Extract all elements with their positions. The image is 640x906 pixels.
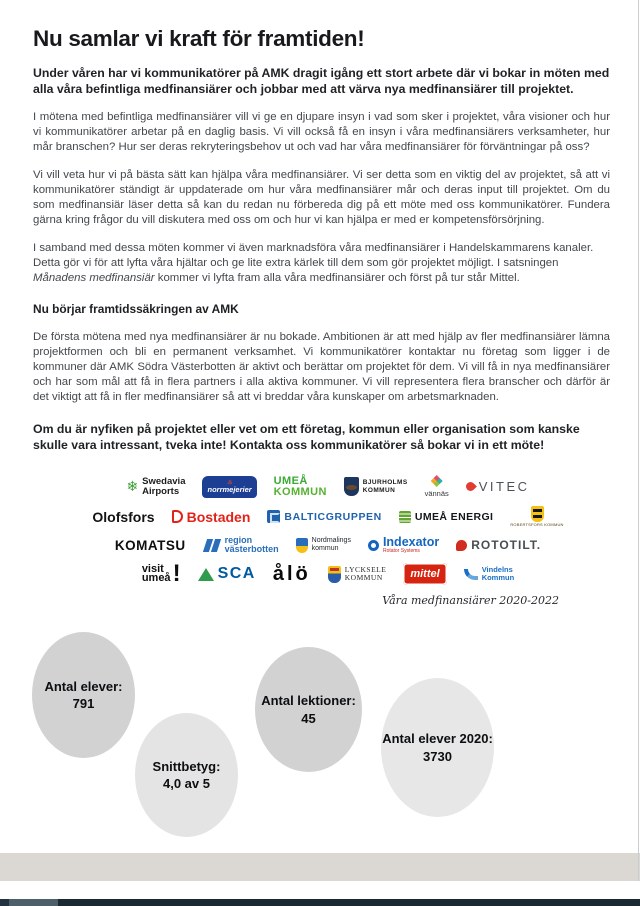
scrollbar-left-cap bbox=[0, 899, 9, 906]
stats-section bbox=[0, 630, 640, 845]
rototilt-mark-icon bbox=[456, 540, 467, 551]
stat-label: Antal elever 2020: bbox=[382, 731, 493, 746]
logo-lycksele-kommun bbox=[328, 566, 387, 583]
subheading-future: Nu börjar framtidssäkringen av AMK bbox=[33, 302, 239, 316]
logo-text: Vindelns bbox=[481, 565, 513, 574]
logo-text: mittel bbox=[403, 563, 446, 585]
municipal-crest-icon bbox=[328, 566, 341, 583]
logo-text: UMEÅ bbox=[273, 474, 308, 487]
logo-umea-kommun bbox=[274, 476, 327, 498]
paragraph-marketing-text: kommer vi lyfta fram alla våra medfinansiärer och först på tur står Mittel. bbox=[154, 272, 520, 284]
stat-value: 4,0 av 5 bbox=[163, 776, 210, 791]
logo-text: KOMMUN bbox=[344, 573, 383, 582]
logo-text: ROBERTSFORS KOMMUN bbox=[510, 522, 564, 527]
paragraph-marketing bbox=[33, 241, 610, 286]
pinwheel-icon bbox=[431, 475, 443, 487]
logo-text: VITEC bbox=[478, 479, 530, 494]
logo-norrmejerier bbox=[202, 476, 256, 498]
crown-icon bbox=[202, 477, 256, 486]
municipal-crest-icon bbox=[296, 538, 308, 553]
funders-logo-wall bbox=[93, 475, 563, 607]
paragraph-marketing-text: I samband med dessa möten kommer vi även marknadsföra våra medfinansiärer i Handelskammarens kanaler. Detta gör vi för att lyfta våra hjältar och ge lite extra kärlek till dem som gör projektet möjligt. I satsningen bbox=[33, 242, 594, 269]
stat-label: Antal elever: bbox=[44, 678, 123, 694]
scrollbar-thumb[interactable] bbox=[9, 899, 58, 906]
logo-umea-energi bbox=[399, 511, 494, 523]
stat-circle-antal-lektioner bbox=[255, 647, 362, 772]
municipal-crest-icon bbox=[344, 477, 359, 496]
logo-text: västerbotten bbox=[224, 544, 279, 554]
stat-value: 45 bbox=[301, 710, 316, 726]
rotator-ring-icon bbox=[368, 540, 379, 551]
logo-mittel bbox=[403, 563, 446, 585]
cta-paragraph: Om du är nyfiken på projektet eller vet om ett företag, kommun eller organisation som kanske skulle vara intressant, tveka inte! Kontakta oss kommunikatörer så bokar vi in ett möte! bbox=[33, 422, 580, 452]
logo-text: UMEÅ ENERGI bbox=[414, 510, 494, 523]
stat-circle-antal-elever-2020 bbox=[381, 678, 494, 817]
vitec-mark-icon bbox=[464, 480, 477, 493]
stat-value: 791 bbox=[72, 696, 95, 711]
logo-text: KOMMUN bbox=[362, 486, 396, 494]
logo-text: KOMATSU bbox=[114, 537, 186, 553]
logo-rototilt bbox=[456, 538, 541, 552]
logo-vitec bbox=[466, 479, 530, 494]
logo-vindelns-kommun bbox=[464, 566, 515, 582]
logo-subtext: Rotator Systems bbox=[382, 547, 420, 554]
logo-text: ROTOTILT. bbox=[471, 538, 542, 552]
logo-text: ålö bbox=[272, 562, 311, 585]
logo-text: Airports bbox=[142, 485, 180, 497]
logo-olofsfors bbox=[92, 509, 154, 525]
logo-text: LYCKSELE bbox=[344, 564, 387, 574]
region-vasterbotten-mark-icon bbox=[203, 539, 221, 552]
logo-text: Swedavia bbox=[142, 475, 186, 487]
logo-text: Kommun bbox=[481, 573, 515, 582]
sca-triangle-icon bbox=[198, 568, 214, 581]
energy-bars-icon bbox=[399, 511, 411, 523]
stat-value: 3730 bbox=[423, 748, 452, 764]
stat-label: Antal lektioner: bbox=[261, 693, 356, 708]
logo-text: vännäs bbox=[424, 489, 449, 498]
stat-label: Snittbetyg: bbox=[152, 758, 221, 774]
horizontal-scrollbar[interactable] bbox=[0, 899, 640, 906]
norrmejerier-badge bbox=[202, 476, 256, 498]
logo-region-vasterbotten bbox=[203, 536, 279, 555]
logo-text: umeå bbox=[141, 572, 171, 584]
intro-paragraph: Under våren har vi kommunikatörer på AMK dragit igång ett stort arbete där vi bokar in möten med alla våra befintliga medfinansiärer och jobbar med att värva nya medfinansiärer till projektet. bbox=[33, 66, 610, 96]
page-right-border bbox=[638, 0, 639, 881]
paragraph-new-funders: De första mötena med nya medfinansiärer är nu bokade. Ambitionen är att med hjälp av fler medfinansiärer lämna projektformen och bli en permanent verksamhet. Vi kommunikatörer kontaktar nu företag som ligger i de kommuner där AMK Södra Västerbotten är aktivt och berättar om projektet för dem. Vi vill få in nya medfinansiärer och har som mål att få in flera partners i alla aktiva kommuner. Vi vill representera flera branscher och därför är det viktigt att få in fler medfinansiärer så att vi breddar våra kunskaper om arbetsmarknaden. bbox=[33, 331, 610, 403]
logo-text: norrmejerier bbox=[207, 484, 252, 494]
logo-text: Bostaden bbox=[186, 508, 251, 525]
logo-text: visit bbox=[141, 562, 164, 575]
fish-swoosh-icon bbox=[464, 569, 478, 580]
balticgruppen-mark-icon bbox=[267, 510, 280, 523]
logo-bostaden bbox=[172, 509, 251, 525]
logo-row-1 bbox=[93, 475, 563, 498]
logo-text: Indexator bbox=[382, 535, 440, 550]
logo-komatsu bbox=[115, 538, 186, 553]
logo-sca bbox=[198, 565, 256, 583]
logo-text: Olofsfors bbox=[92, 508, 155, 525]
logo-vannas bbox=[425, 475, 449, 498]
logo-bjurholms-kommun bbox=[344, 477, 408, 496]
logo-text: region bbox=[224, 534, 253, 545]
municipal-crest-icon bbox=[531, 506, 544, 522]
logo-text: kommun bbox=[311, 545, 339, 552]
logo-text: Nordmalings bbox=[311, 537, 351, 544]
logo-alo bbox=[273, 563, 311, 586]
footer-band bbox=[0, 853, 640, 881]
logo-row-2 bbox=[93, 506, 563, 528]
logo-balticgruppen bbox=[267, 510, 381, 523]
logo-row-3 bbox=[93, 536, 563, 555]
page-title: Nu samlar vi kraft för framtiden! bbox=[33, 26, 365, 51]
paragraph-support: Vi vill veta hur vi på bästa sätt kan hjälpa våra medfinansiärer. Vi ser detta som en viktig del av projektet, så att vi kommunikatörer ständigt är uppdaterade om hur våra medfinansiärer mår och deras input till projektet. Om du som medfinansiär läser detta så kan du redan nu förbereda dig på ett möte med oss kommunikatörer. Fundera gärna kring frågor du vill diskutera med oss om och hur vi kan hjälpa er med er kompetensförsörjning. bbox=[33, 169, 610, 226]
logo-row-4 bbox=[93, 560, 563, 587]
stat-circle-antal-elever bbox=[32, 632, 135, 758]
logo-text: BALTICGRUPPEN bbox=[284, 510, 382, 523]
exclamation-mark-icon: ! bbox=[172, 560, 181, 587]
bostaden-mark-icon bbox=[172, 510, 183, 523]
logo-swedavia-airports bbox=[126, 477, 185, 497]
logo-text: SCA bbox=[217, 565, 256, 582]
logo-nordmalings-kommun bbox=[296, 537, 351, 553]
logo-text: KOMMUN bbox=[273, 485, 327, 498]
logo-text: BJURHOLMS bbox=[362, 478, 408, 486]
logo-indexator bbox=[368, 536, 439, 554]
snowflake-icon bbox=[126, 478, 138, 496]
logo-robertsfors-kommun bbox=[510, 506, 563, 528]
campaign-name: Månadens medfinansiär bbox=[33, 272, 155, 284]
paragraph-meetings: I mötena med befintliga medfinansiärer vill vi ge en djupare insyn i vad som sker i projektet, våra visioner och hur vi kommunikatörer arbetar på en daglig basis. Vi vill också få en insyn i våra medfinansiärers verksamheter, hur mår branschen? Hur ser deras rekryteringsbehov ut och vad har våra medfinansiärer för förväntningar på oss? bbox=[33, 111, 610, 153]
logo-visit-umea bbox=[141, 560, 181, 587]
stat-circle-snittbetyg bbox=[135, 713, 238, 837]
logo-wall-caption: Våra medfinansiärer 2020-2022 bbox=[382, 593, 559, 607]
